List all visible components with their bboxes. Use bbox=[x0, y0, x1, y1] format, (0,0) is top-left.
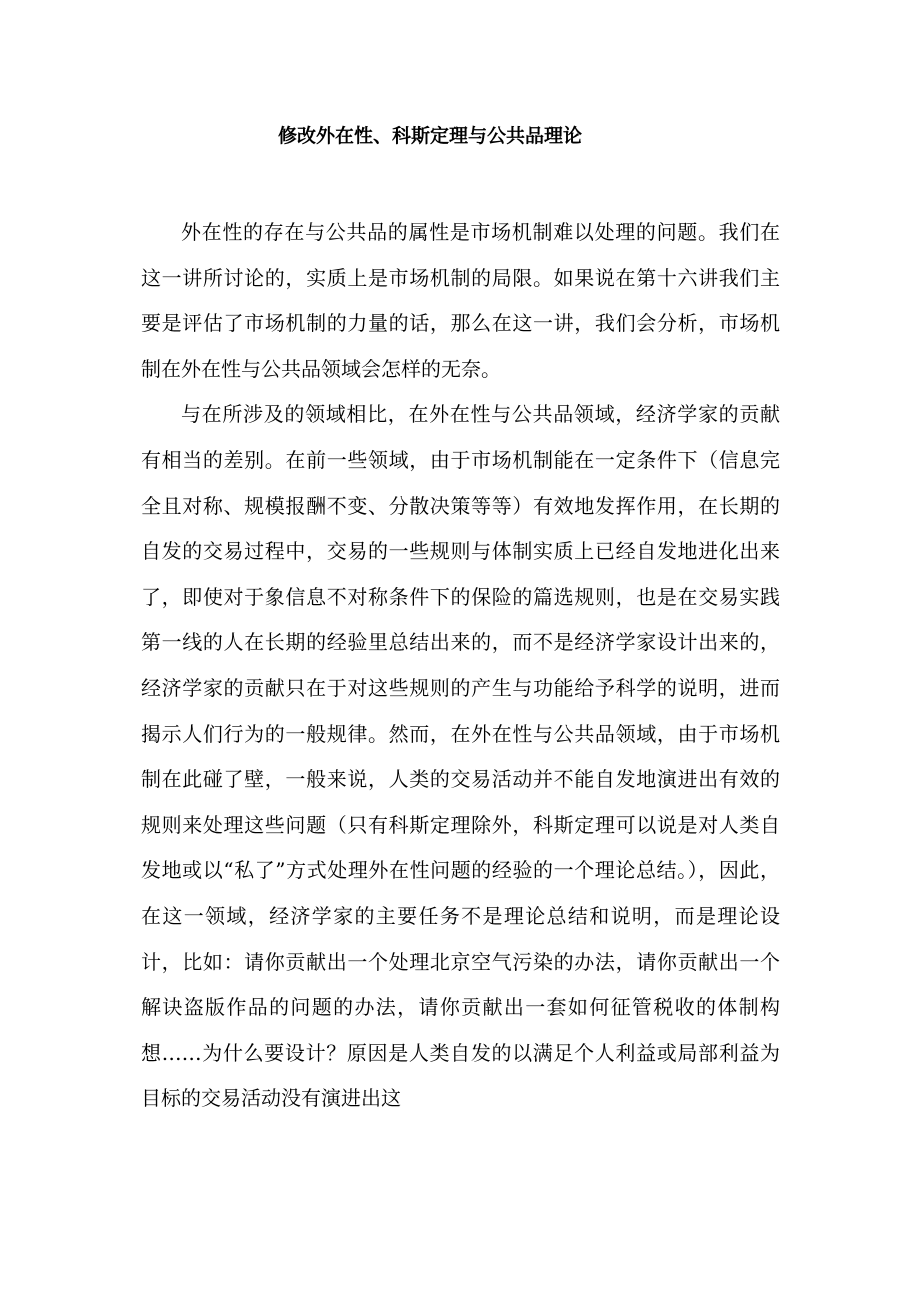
paragraph-2: 与在所涉及的领域相比，在外在性与公共品领域，经济学家的贡献有相当的差别。在前一些领域，由于市场机制能在一定条件下（信息完全且对称、规模报酬不变、分散决策等等）有效地发挥作用，在长期的自发的交易过程中，交易的一些规则与体制实质上已经自发地进化出来了，即使对于象信息不对称条件下的保险的篇选规则，也是在交易实践第一线的人在长期的经验里总结出来的，而不是经济学家设计出来的，经济学家的贡献只在于对这些规则的产生与功能给予科学的说明，进而揭示人们行为的一般规律。然而，在外在性与公共品领域，由于市场机制在此碰了壁，一般来说，人类的交易活动并不能自发地演进出有效的规则来处理这些问题（只有科斯定理除外，科斯定理可以说是对人类自发地或以“私了”方式处理外在性问题的经验的一个理论总结。），因此，在这一领域，经济学家的主要任务不是理论总结和说明，而是理论设计，比如：请你贡献出一个处理北京空气污染的办法，请你贡献出一个解诀盗版作品的问题的办法，请你贡献出一套如何征管税收的体制构想……为什么要设计？原因是人类自发的以满足个人利益或局部利益为目标的交易活动没有演进出这 bbox=[141, 402, 780, 1111]
document-title: 修改外在性、科斯定理与公共品理论 bbox=[277, 125, 582, 147]
document-body bbox=[141, 210, 780, 1122]
paragraph-1: 外在性的存在与公共品的属性是市场机制难以处理的问题。我们在这一讲所讨论的，实质上是市场机制的局限。如果说在第十六讲我们主要是评估了市场机制的力量的话，那么在这一讲，我们会分析，市场机制在外在性与公共品领域会怎样的无奈。 bbox=[141, 220, 780, 381]
